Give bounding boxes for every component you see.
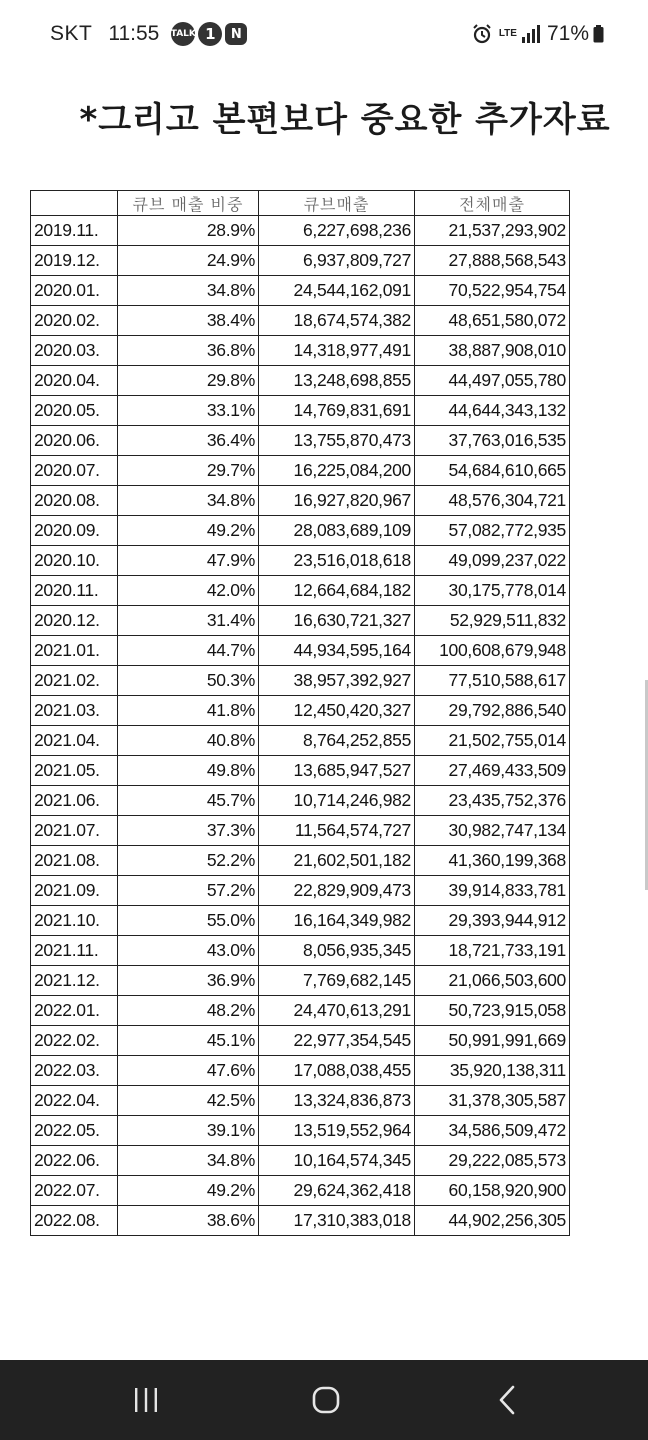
cell-total-sales: 21,537,293,902: [415, 216, 570, 246]
cell-cube-ratio: 36.8%: [118, 336, 259, 366]
cell-month: 2021.11.: [31, 936, 118, 966]
table-row: [31, 606, 570, 636]
cell-cube-ratio: 39.1%: [118, 1116, 259, 1146]
cell-total-sales: 21,502,755,014: [415, 726, 570, 756]
cell-cube-sales: 6,227,698,236: [259, 216, 415, 246]
table-row: [31, 666, 570, 696]
cell-cube-ratio: 36.4%: [118, 426, 259, 456]
cell-month: 2021.03.: [31, 696, 118, 726]
table-row: [31, 1056, 570, 1086]
cell-cube-sales: 28,083,689,109: [259, 516, 415, 546]
table-row: [31, 816, 570, 846]
cell-month: 2021.08.: [31, 846, 118, 876]
cell-total-sales: 30,175,778,014: [415, 576, 570, 606]
table-row: [31, 276, 570, 306]
table-row: [31, 1176, 570, 1206]
table-row: [31, 846, 570, 876]
cell-total-sales: 27,469,433,509: [415, 756, 570, 786]
cell-total-sales: 77,510,588,617: [415, 666, 570, 696]
cell-total-sales: 18,721,733,191: [415, 936, 570, 966]
header-cube-sales: 큐브매출: [259, 191, 415, 216]
cell-cube-ratio: 55.0%: [118, 906, 259, 936]
cell-total-sales: 37,763,016,535: [415, 426, 570, 456]
cell-total-sales: 38,887,908,010: [415, 336, 570, 366]
cell-cube-ratio: 28.9%: [118, 216, 259, 246]
cell-total-sales: 21,066,503,600: [415, 966, 570, 996]
table-row: [31, 486, 570, 516]
cell-cube-sales: 44,934,595,164: [259, 636, 415, 666]
table-row: [31, 516, 570, 546]
back-icon: [497, 1385, 519, 1415]
cell-month: 2021.01.: [31, 636, 118, 666]
cell-total-sales: 100,608,679,948: [415, 636, 570, 666]
cell-cube-sales: 13,685,947,527: [259, 756, 415, 786]
cell-cube-sales: 6,937,809,727: [259, 246, 415, 276]
table-row: [31, 1146, 570, 1176]
table-row: [31, 966, 570, 996]
table-row: [31, 1086, 570, 1116]
table-row: [31, 1206, 570, 1236]
cell-cube-sales: 13,248,698,855: [259, 366, 415, 396]
table-row: [31, 426, 570, 456]
cell-cube-ratio: 42.0%: [118, 576, 259, 606]
cell-cube-sales: 13,519,552,964: [259, 1116, 415, 1146]
cell-month: 2019.11.: [31, 216, 118, 246]
alarm-icon: [471, 23, 493, 45]
cell-total-sales: 57,082,772,935: [415, 516, 570, 546]
table-row: [31, 876, 570, 906]
cell-cube-sales: 13,755,870,473: [259, 426, 415, 456]
navigation-bar: [0, 1360, 648, 1440]
cell-cube-sales: 14,769,831,691: [259, 396, 415, 426]
cell-month: 2022.03.: [31, 1056, 118, 1086]
cell-cube-ratio: 44.7%: [118, 636, 259, 666]
cell-total-sales: 35,920,138,311: [415, 1056, 570, 1086]
back-button[interactable]: [478, 1378, 538, 1422]
lte-icon: LTE: [498, 28, 517, 39]
cell-cube-ratio: 24.9%: [118, 246, 259, 276]
cell-cube-ratio: 45.1%: [118, 1026, 259, 1056]
cell-cube-ratio: 45.7%: [118, 786, 259, 816]
cell-total-sales: 44,902,256,305: [415, 1206, 570, 1236]
cell-cube-sales: 17,310,383,018: [259, 1206, 415, 1236]
table-row: [31, 726, 570, 756]
cell-cube-ratio: 38.4%: [118, 306, 259, 336]
table-row: [31, 906, 570, 936]
signal-icon: [521, 25, 541, 43]
cell-cube-ratio: 31.4%: [118, 606, 259, 636]
cell-cube-sales: 8,056,935,345: [259, 936, 415, 966]
cell-cube-sales: 22,829,909,473: [259, 876, 415, 906]
table-row: [31, 366, 570, 396]
cell-month: 2021.10.: [31, 906, 118, 936]
header-month: [31, 191, 118, 216]
cell-total-sales: 50,991,991,669: [415, 1026, 570, 1056]
cell-total-sales: 50,723,915,058: [415, 996, 570, 1026]
table-header-row: [31, 191, 570, 216]
cell-month: 2020.08.: [31, 486, 118, 516]
cell-total-sales: 39,914,833,781: [415, 876, 570, 906]
cell-cube-ratio: 34.8%: [118, 276, 259, 306]
one-notification-icon: 1: [198, 22, 222, 46]
cell-cube-sales: 24,470,613,291: [259, 996, 415, 1026]
recent-apps-icon: [132, 1387, 160, 1413]
cell-month: 2020.11.: [31, 576, 118, 606]
cell-total-sales: 27,888,568,543: [415, 246, 570, 276]
cell-cube-sales: 17,088,038,455: [259, 1056, 415, 1086]
cell-total-sales: 41,360,199,368: [415, 846, 570, 876]
clock: 11:55: [108, 22, 160, 45]
table-row: [31, 1026, 570, 1056]
battery-icon: [593, 25, 604, 43]
table-row: [31, 576, 570, 606]
cell-cube-sales: 24,544,162,091: [259, 276, 415, 306]
sales-table: [30, 190, 570, 1236]
table-row: [31, 756, 570, 786]
table-row: [31, 396, 570, 426]
cell-cube-sales: 16,164,349,982: [259, 906, 415, 936]
cell-cube-ratio: 29.7%: [118, 456, 259, 486]
cell-cube-ratio: 57.2%: [118, 876, 259, 906]
cell-cube-ratio: 38.6%: [118, 1206, 259, 1236]
cell-cube-sales: 38,957,392,927: [259, 666, 415, 696]
cell-cube-sales: 16,225,084,200: [259, 456, 415, 486]
cell-cube-sales: 14,318,977,491: [259, 336, 415, 366]
cell-month: 2020.12.: [31, 606, 118, 636]
cell-cube-ratio: 48.2%: [118, 996, 259, 1026]
cell-cube-ratio: 47.9%: [118, 546, 259, 576]
table-row: [31, 546, 570, 576]
cell-month: 2022.08.: [31, 1206, 118, 1236]
cell-total-sales: 70,522,954,754: [415, 276, 570, 306]
cell-month: 2021.12.: [31, 966, 118, 996]
cell-cube-ratio: 34.8%: [118, 1146, 259, 1176]
cell-total-sales: 29,222,085,573: [415, 1146, 570, 1176]
cell-month: 2020.01.: [31, 276, 118, 306]
n-notification-icon: N: [225, 23, 247, 45]
cell-cube-ratio: 50.3%: [118, 666, 259, 696]
cell-cube-ratio: 34.8%: [118, 486, 259, 516]
cell-cube-ratio: 33.1%: [118, 396, 259, 426]
cell-cube-ratio: 41.8%: [118, 696, 259, 726]
talk-notification-icon: TALK: [171, 22, 195, 46]
cell-cube-sales: 16,927,820,967: [259, 486, 415, 516]
cell-cube-sales: 10,164,574,345: [259, 1146, 415, 1176]
table-row: [31, 936, 570, 966]
cell-cube-sales: 12,664,684,182: [259, 576, 415, 606]
cell-month: 2022.02.: [31, 1026, 118, 1056]
cell-month: 2020.10.: [31, 546, 118, 576]
status-right: [471, 22, 604, 46]
cell-month: 2020.03.: [31, 336, 118, 366]
header-total-sales: 전체매출: [415, 191, 570, 216]
cell-cube-sales: 18,674,574,382: [259, 306, 415, 336]
cell-month: 2021.04.: [31, 726, 118, 756]
cell-total-sales: 29,792,886,540: [415, 696, 570, 726]
cell-cube-ratio: 43.0%: [118, 936, 259, 966]
cell-total-sales: 49,099,237,022: [415, 546, 570, 576]
table-row: [31, 696, 570, 726]
cell-cube-sales: 21,602,501,182: [259, 846, 415, 876]
cell-cube-ratio: 40.8%: [118, 726, 259, 756]
cell-month: 2020.05.: [31, 396, 118, 426]
cell-month: 2022.01.: [31, 996, 118, 1026]
cell-cube-ratio: 49.8%: [118, 756, 259, 786]
cell-cube-ratio: 42.5%: [118, 1086, 259, 1116]
cell-month: 2022.05.: [31, 1116, 118, 1146]
table-row: [31, 216, 570, 246]
sales-table-container: [30, 190, 570, 1236]
cell-cube-sales: 10,714,246,982: [259, 786, 415, 816]
cell-month: 2021.09.: [31, 876, 118, 906]
cell-total-sales: 52,929,511,832: [415, 606, 570, 636]
cell-total-sales: 29,393,944,912: [415, 906, 570, 936]
table-row: [31, 306, 570, 336]
home-button[interactable]: [296, 1378, 356, 1422]
cell-cube-sales: 13,324,836,873: [259, 1086, 415, 1116]
cell-total-sales: 44,497,055,780: [415, 366, 570, 396]
battery-percent: 71%: [546, 22, 589, 45]
table-row: [31, 1116, 570, 1146]
table-body: [31, 216, 570, 1236]
cell-cube-sales: 16,630,721,327: [259, 606, 415, 636]
cell-month: 2021.06.: [31, 786, 118, 816]
status-bar: [0, 0, 648, 74]
cell-total-sales: 48,576,304,721: [415, 486, 570, 516]
cell-cube-ratio: 52.2%: [118, 846, 259, 876]
table-row: [31, 996, 570, 1026]
cell-month: 2019.12.: [31, 246, 118, 276]
table-row: [31, 636, 570, 666]
cell-month: 2022.07.: [31, 1176, 118, 1206]
cell-month: 2022.06.: [31, 1146, 118, 1176]
cell-month: 2020.07.: [31, 456, 118, 486]
recent-apps-button[interactable]: [116, 1378, 176, 1422]
status-left: [50, 22, 250, 46]
cell-month: 2020.02.: [31, 306, 118, 336]
table-row: [31, 246, 570, 276]
cell-cube-ratio: 37.3%: [118, 816, 259, 846]
cell-total-sales: 30,982,747,134: [415, 816, 570, 846]
cell-month: 2021.07.: [31, 816, 118, 846]
table-row: [31, 456, 570, 486]
cell-total-sales: 54,684,610,665: [415, 456, 570, 486]
cell-cube-sales: 8,764,252,855: [259, 726, 415, 756]
header-cube-ratio: 큐브 매출 비중: [118, 191, 259, 216]
page-heading: *그리고 본편보다 중요한 추가자료: [79, 100, 611, 140]
cell-month: 2020.09.: [31, 516, 118, 546]
home-icon: [311, 1385, 341, 1415]
cell-cube-sales: 12,450,420,327: [259, 696, 415, 726]
cell-cube-ratio: 36.9%: [118, 966, 259, 996]
carrier-label: SKT: [50, 22, 93, 45]
cell-total-sales: 34,586,509,472: [415, 1116, 570, 1146]
cell-cube-sales: 29,624,362,418: [259, 1176, 415, 1206]
cell-total-sales: 23,435,752,376: [415, 786, 570, 816]
table-row: [31, 336, 570, 366]
cell-cube-ratio: 49.2%: [118, 516, 259, 546]
cell-cube-sales: 7,769,682,145: [259, 966, 415, 996]
cell-month: 2020.04.: [31, 366, 118, 396]
cell-total-sales: 60,158,920,900: [415, 1176, 570, 1206]
cell-total-sales: 48,651,580,072: [415, 306, 570, 336]
cell-total-sales: 44,644,343,132: [415, 396, 570, 426]
cell-cube-ratio: 49.2%: [118, 1176, 259, 1206]
cell-cube-sales: 22,977,354,545: [259, 1026, 415, 1056]
cell-cube-sales: 11,564,574,727: [259, 816, 415, 846]
cell-month: 2021.05.: [31, 756, 118, 786]
cell-cube-ratio: 29.8%: [118, 366, 259, 396]
cell-total-sales: 31,378,305,587: [415, 1086, 570, 1116]
cell-month: 2021.02.: [31, 666, 118, 696]
cell-cube-sales: 23,516,018,618: [259, 546, 415, 576]
cell-cube-ratio: 47.6%: [118, 1056, 259, 1086]
cell-month: 2022.04.: [31, 1086, 118, 1116]
table-row: [31, 786, 570, 816]
cell-month: 2020.06.: [31, 426, 118, 456]
